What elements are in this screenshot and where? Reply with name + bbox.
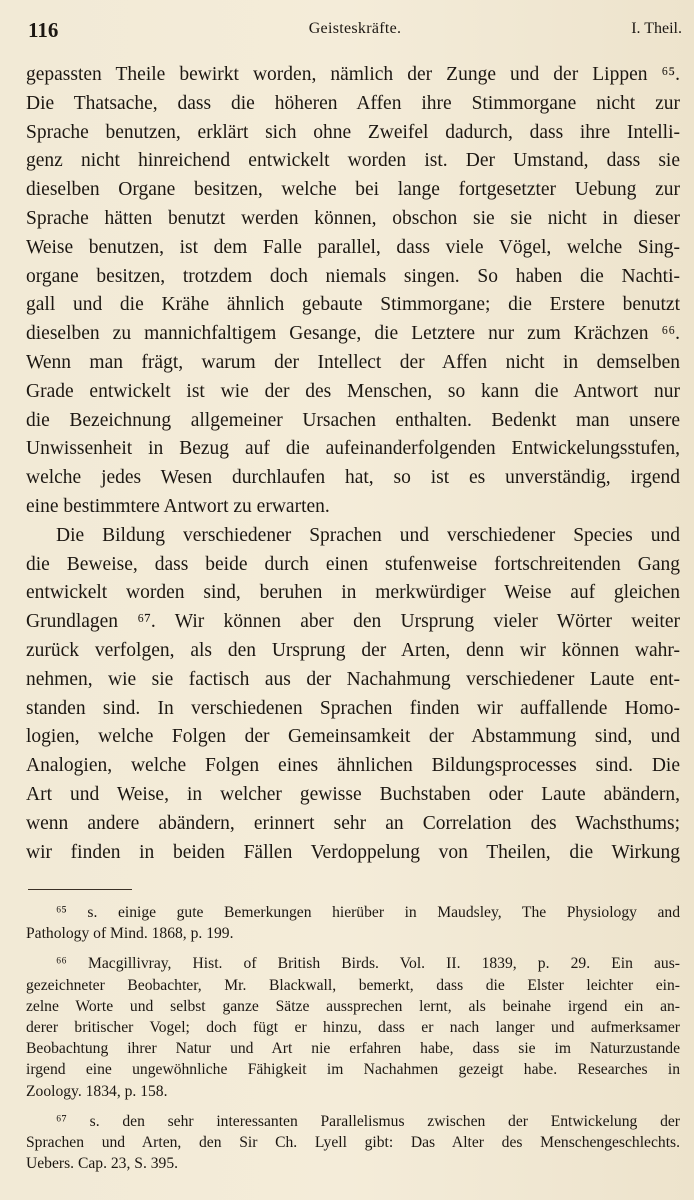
text-line: Analogien, welche Folgen eines ähnlichen Bildungsprocesses sind. Die bbox=[26, 755, 680, 777]
text-line: die Beweise, dass beide durch einen stufenweise fortschreitenden Gang bbox=[26, 553, 680, 575]
footnote-line: derer britischer Vogel; doch fügt er hinzu, dass er nach langer und aufmerksamer bbox=[26, 1018, 680, 1036]
text-line: Grundlagen ⁶⁷. Wir können aber den Ursprung vieler Wörter weiter bbox=[26, 611, 680, 633]
text-line: dieselben Organe besitzen, welche bei lange fortgesetzter Uebung zur bbox=[26, 179, 680, 201]
footnote-line: ⁶⁷ s. den sehr interessanten Parallelismus zwischen der Entwickelung der bbox=[56, 1112, 680, 1130]
main-text bbox=[26, 61, 680, 867]
footnote-line: irgend eine ungewöhnliche Fähigkeit im Nachahmen gezeigt habe. Researches in bbox=[26, 1061, 680, 1079]
footnote-line: Sprachen und Arten, den Sir Ch. Lyell gibt: Das Alter des Menschengeschlechts. bbox=[26, 1133, 680, 1151]
text-line: Sprache benutzen, erklärt sich ohne Zweifel dadurch, dass ihre Intelli- bbox=[26, 121, 680, 143]
page-number: 116 bbox=[28, 18, 59, 42]
text-line: welche jedes Wesen durchlaufen hat, so ist es unverständig, irgend bbox=[26, 467, 680, 489]
text-line: nehmen, wie sie factisch aus der Nachahmung verschiedener Laute ent- bbox=[26, 668, 680, 690]
footnote-66 bbox=[26, 953, 680, 1101]
text-line: organe besitzen, trotzdem doch niemals singen. So haben die Nachti- bbox=[26, 265, 680, 287]
text-line: gepassten Theile bewirkt worden, nämlich der Zunge und der Lippen ⁶⁵. bbox=[26, 64, 680, 85]
text-line: wir finden in beiden Fällen Verdoppelung von Theilen, die Wirkung bbox=[26, 841, 680, 863]
footnote-divider bbox=[28, 889, 132, 890]
footnote-line: Beobachtung ihrer Natur und Art nie erfahren habe, dass sie im Naturzustande bbox=[26, 1040, 680, 1058]
text-line: Unwissenheit in Bezug auf die aufeinanderfolgenden Entwickelungsstufen, bbox=[26, 438, 680, 460]
text-line: die Bezeichnung allgemeiner Ursachen enthalten. Bedenkt man unsere bbox=[26, 409, 680, 431]
text-line: eine bestimmtere Antwort zu erwarten. bbox=[26, 495, 330, 517]
footnote-line: gezeichneter Beobachter, Mr. Blackwall, bemerkt, dass die Elster leichter ein- bbox=[26, 976, 680, 994]
text-line: dieselben zu mannichfaltigem Gesange, die Letztere nur zum Krächzen ⁶⁶. bbox=[26, 323, 680, 345]
part-label: I. Theil. bbox=[631, 20, 682, 37]
footnote-line: ⁶⁶ Macgillivray, Hist. of British Birds. Vol. II. 1839, p. 29. Ein aus- bbox=[56, 955, 680, 973]
text-line: Die Bildung verschiedener Sprachen und verschiedener Species und bbox=[56, 524, 680, 546]
footnote-65 bbox=[26, 902, 680, 944]
page-header bbox=[28, 18, 682, 46]
text-line: logien, welche Folgen der Gemeinsamkeit der Abstammung sind, und bbox=[26, 726, 680, 748]
footnote-line: ⁶⁵ s. einige gute Bemerkungen hierüber in Maudsley, The Physiology and bbox=[56, 904, 680, 921]
footnote-line: Zoology. 1834, p. 158. bbox=[26, 1082, 168, 1100]
text-line: zurück verfolgen, als den Ursprung der Arten, denn wir können wahr- bbox=[26, 639, 680, 661]
text-line: Art und Weise, in welcher gewisse Buchstaben oder Laute abändern, bbox=[26, 783, 680, 805]
running-title: Geisteskräfte. bbox=[308, 20, 402, 37]
text-line: Sprache hätten benutzt werden können, obschon sie sie nicht in dieser bbox=[26, 207, 680, 229]
text-line: Wenn man frägt, warum der Intellect der Affen nicht in demselben bbox=[26, 351, 680, 373]
footnotes bbox=[26, 902, 680, 1174]
footnote-line: Pathology of Mind. 1868, p. 199. bbox=[26, 925, 234, 943]
text-line: gall und die Krähe ähnlich gebaute Stimmorgane; die Erstere benutzt bbox=[26, 294, 680, 316]
text-line: entwickelt worden sind, beruhen in merkwürdiger Weise auf gleichen bbox=[26, 582, 680, 604]
text-line: Grade entwickelt ist wie der des Menschen, so kann die Antwort nur bbox=[26, 380, 680, 402]
footnote-line: Uebers. Cap. 23, S. 395. bbox=[26, 1155, 179, 1173]
text-line: standen sind. In verschiedenen Sprachen finden wir auffallende Homo- bbox=[26, 697, 680, 719]
footnote-line: zelne Worte und selbst ganze Sätze aussprechen lernt, als beinahe irgend ein an- bbox=[26, 997, 680, 1015]
text-line: Die Thatsache, dass die höheren Affen ihre Stimmorgane nicht zur bbox=[26, 92, 680, 114]
text-line: genz nicht hinreichend entwickelt worden ist. Der Umstand, dass sie bbox=[26, 150, 680, 172]
footnote-67 bbox=[26, 1111, 680, 1175]
text-line: wenn andere abändern, erinnert sehr an Correlation des Wachsthums; bbox=[26, 812, 680, 834]
text-line: Weise benutzen, ist dem Falle parallel, dass viele Vögel, welche Sing- bbox=[26, 236, 680, 258]
